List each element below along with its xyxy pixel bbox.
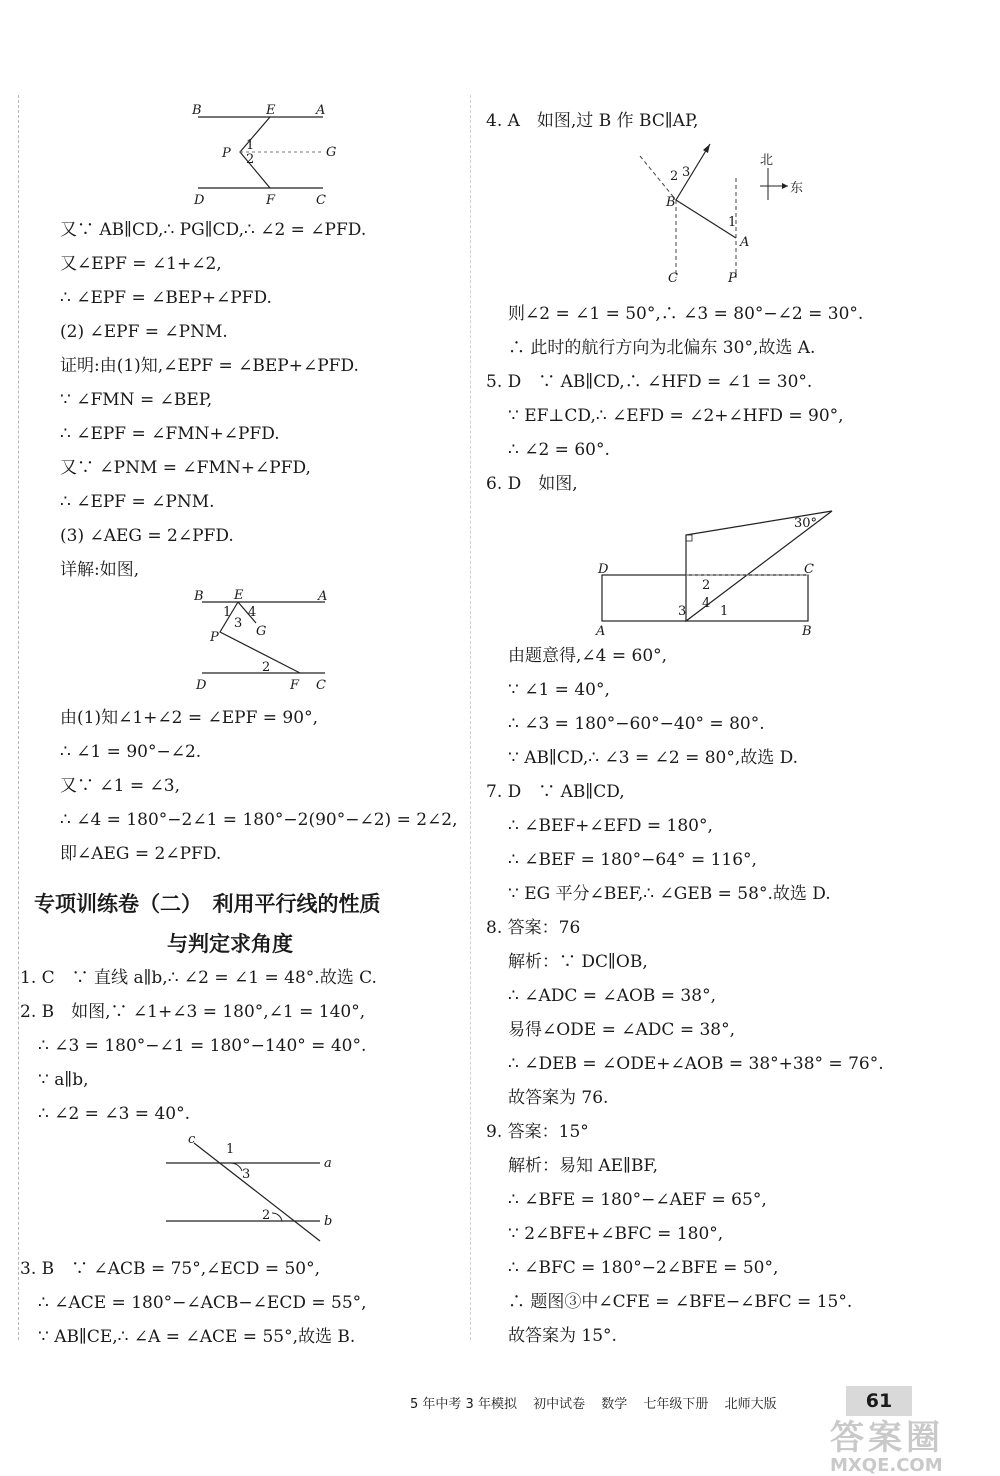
figure-label: C bbox=[316, 678, 326, 693]
q2-line-2: ∴ ∠3 = 180°−∠1 = 180°−140° = 40°. bbox=[38, 1036, 367, 1056]
q8-line-1: 8. 答案：76 bbox=[486, 918, 581, 938]
figure-label: E bbox=[234, 588, 244, 603]
label-a: A bbox=[316, 103, 326, 118]
figure-ruler-triangle bbox=[590, 505, 840, 640]
label-c: C bbox=[316, 193, 326, 208]
footer-series: 5 年中考 3 年模拟 bbox=[410, 1397, 517, 1412]
figure-label: F bbox=[290, 678, 300, 693]
q4b-line-2: ∴ 此时的航行方向为北偏东 30°,故选 A. bbox=[508, 338, 816, 358]
q9-line-2: 解析：易知 AE∥BF, bbox=[508, 1156, 658, 1176]
q5-line-3: ∴ ∠2 = 60°. bbox=[508, 440, 610, 460]
figure-label: 4 bbox=[702, 596, 711, 611]
figure-label: 2 bbox=[262, 1208, 271, 1223]
left2-line-5: 即∠AEG = 2∠PFD. bbox=[60, 844, 222, 864]
q9-line-6: ∴ 题图③中∠CFE = ∠BFE−∠BFC = 15°. bbox=[508, 1292, 853, 1312]
figure-label: P bbox=[210, 630, 219, 645]
q7-line-1: 7. D ∵ AB∥CD, bbox=[486, 782, 625, 802]
q9-line-7: 故答案为 15°. bbox=[508, 1326, 617, 1346]
label-e: E bbox=[266, 103, 276, 118]
q8-line-4: 易得∠ODE = ∠ADC = 38°, bbox=[508, 1020, 736, 1040]
figure-label: 北 bbox=[760, 153, 774, 168]
figure-label: P bbox=[728, 271, 737, 286]
figure-transversal bbox=[160, 1133, 340, 1245]
figure-label: D bbox=[196, 678, 207, 693]
q4b-line-1: 则∠2 = ∠1 = 50°,∴ ∠3 = 80°−∠2 = 30°. bbox=[508, 304, 864, 324]
figure-label: 1 bbox=[720, 604, 729, 619]
figure-label: A bbox=[596, 624, 606, 639]
label-f: F bbox=[266, 193, 276, 208]
left-line-10: (3) ∠AEG = 2∠PFD. bbox=[60, 526, 234, 546]
q3-line-1: 3. B ∵ ∠ACB = 75°,∠ECD = 50°, bbox=[20, 1259, 321, 1279]
figure-label: 2 bbox=[262, 660, 271, 675]
footer-grade: 七年级下册 bbox=[643, 1397, 709, 1412]
q6-line: 6. D 如图, bbox=[486, 474, 578, 494]
left-line-6: ∵ ∠FMN = ∠BEP, bbox=[60, 390, 213, 410]
q6b-line-1: 由题意得,∠4 = 60°, bbox=[508, 646, 668, 666]
q5-line-2: ∵ EF⊥CD,∴ ∠EFD = ∠2+∠HFD = 90°, bbox=[508, 406, 844, 426]
q7-line-4: ∵ EG 平分∠BEF,∴ ∠GEB = 58°.故选 D. bbox=[508, 884, 831, 904]
left-line-5: 证明:由(1)知,∠EPF = ∠BEP+∠PFD. bbox=[60, 356, 359, 376]
figure-label: 3 bbox=[678, 604, 687, 619]
q9-line-3: ∴ ∠BFE = 180°−∠AEF = 65°, bbox=[508, 1190, 767, 1210]
q9-line-1: 9. 答案：15° bbox=[486, 1122, 589, 1142]
figure-label: 东 bbox=[790, 181, 804, 196]
q6b-line-4: ∵ AB∥CD,∴ ∠3 = ∠2 = 80°,故选 D. bbox=[508, 748, 799, 768]
figure-label: 3 bbox=[242, 1167, 251, 1182]
q6b-line-3: ∴ ∠3 = 180°−60°−40° = 80°. bbox=[508, 714, 765, 734]
figure-label: G bbox=[256, 624, 267, 639]
left2-line-1: 由(1)知∠1+∠2 = ∠EPF = 90°, bbox=[60, 708, 318, 728]
q8-line-2: 解析：∵ DC∥OB, bbox=[508, 952, 648, 972]
left-line-4: (2) ∠EPF = ∠PNM. bbox=[60, 322, 228, 342]
watermark-bottom: MXQE.COM bbox=[830, 1455, 943, 1476]
label-g: G bbox=[326, 145, 337, 160]
q9-line-4: ∵ 2∠BFE+∠BFC = 180°, bbox=[508, 1224, 724, 1244]
figure-parallel-lines-2 bbox=[190, 585, 340, 697]
q7-line-2: ∴ ∠BEF+∠EFD = 180°, bbox=[508, 816, 713, 836]
page-footer bbox=[410, 1393, 789, 1412]
figure-label: 1 bbox=[728, 215, 737, 230]
figure-label: 3 bbox=[234, 616, 243, 631]
figure-label: 4 bbox=[248, 605, 257, 620]
footer-kind: 初中试卷 bbox=[533, 1397, 586, 1412]
left2-line-4: ∴ ∠4 = 180°−2∠1 = 180°−2(90°−∠2) = 2∠2, bbox=[60, 810, 458, 830]
q9-line-5: ∴ ∠BFC = 180°−2∠BFE = 50°, bbox=[508, 1258, 779, 1278]
q2-line-4: ∴ ∠2 = ∠3 = 40°. bbox=[38, 1104, 190, 1124]
q7-line-3: ∴ ∠BEF = 180°−64° = 116°, bbox=[508, 850, 757, 870]
figure-label: b bbox=[324, 1214, 333, 1229]
figure-label: D bbox=[598, 562, 609, 577]
figure-label: a bbox=[324, 1156, 332, 1171]
left-line-1: 又∵ AB∥CD,∴ PG∥CD,∴ ∠2 = ∠PFD. bbox=[60, 220, 367, 240]
left-line-3: ∴ ∠EPF = ∠BEP+∠PFD. bbox=[60, 288, 272, 308]
figure-label: A bbox=[318, 589, 328, 604]
figure-label: B bbox=[802, 624, 812, 639]
section-heading-2: 与判定求角度 bbox=[167, 932, 293, 956]
watermark bbox=[830, 1410, 990, 1476]
label-d: D bbox=[194, 193, 205, 208]
figure-label: B bbox=[666, 195, 676, 210]
q2-line-1: 2. B 如图,∵ ∠1+∠3 = 180°,∠1 = 140°, bbox=[20, 1002, 366, 1022]
figure-label: 3 bbox=[682, 165, 691, 180]
q4-line: 4. A 如图,过 B 作 BC∥AP, bbox=[486, 111, 699, 131]
figure-label: A bbox=[740, 235, 750, 250]
figure-label: 1 bbox=[226, 1142, 235, 1157]
figure-navigation bbox=[630, 138, 820, 288]
watermark-top: 答案圈 bbox=[830, 1418, 944, 1458]
q3-line-3: ∵ AB∥CE,∴ ∠A = ∠ACE = 55°,故选 B. bbox=[38, 1327, 356, 1347]
footer-edition: 北师大版 bbox=[724, 1397, 777, 1412]
footer-subject: 数学 bbox=[601, 1397, 628, 1412]
q6b-line-2: ∵ ∠1 = 40°, bbox=[508, 680, 610, 700]
q5-line-1: 5. D ∵ AB∥CD,∴ ∠HFD = ∠1 = 30°. bbox=[486, 372, 813, 392]
left2-line-3: 又∵ ∠1 = ∠3, bbox=[60, 776, 180, 796]
figure-label: C bbox=[804, 562, 814, 577]
figure-label: c bbox=[188, 1133, 196, 1147]
figure-parallel-lines-1 bbox=[188, 100, 348, 208]
q1-line: 1. C ∵ 直线 a∥b,∴ ∠2 = ∠1 = 48°.故选 C. bbox=[20, 968, 377, 988]
figure-label: C bbox=[668, 271, 678, 286]
left-line-11: 详解:如图, bbox=[60, 560, 140, 580]
page-number: 61 bbox=[846, 1386, 912, 1416]
left-line-7: ∴ ∠EPF = ∠FMN+∠PFD. bbox=[60, 424, 280, 444]
left-line-9: ∴ ∠EPF = ∠PNM. bbox=[60, 492, 215, 512]
left-line-2: 又∠EPF = ∠1+∠2, bbox=[60, 254, 222, 274]
label-n2: 2 bbox=[246, 152, 255, 167]
q8-line-6: 故答案为 76. bbox=[508, 1088, 609, 1108]
q2-line-3: ∵ a∥b, bbox=[38, 1070, 89, 1090]
left2-line-2: ∴ ∠1 = 90°−∠2. bbox=[60, 742, 202, 762]
q3-line-2: ∴ ∠ACE = 180°−∠ACB−∠ECD = 55°, bbox=[38, 1293, 367, 1313]
figure-label: 2 bbox=[670, 169, 679, 184]
left-line-8: 又∵ ∠PNM = ∠FMN+∠PFD, bbox=[60, 458, 311, 478]
left-margin-rule bbox=[18, 95, 19, 1340]
label-b: B bbox=[192, 103, 202, 118]
figure-label: 30° bbox=[794, 516, 818, 531]
section-heading-1: 专项训练卷（二） 利用平行线的性质 bbox=[34, 892, 381, 916]
figure-label: B bbox=[194, 589, 204, 604]
label-n1: 1 bbox=[246, 138, 255, 153]
q8-line-3: ∴ ∠ADC = ∠AOB = 38°, bbox=[508, 986, 716, 1006]
figure-label: 1 bbox=[223, 605, 232, 620]
label-p: P bbox=[222, 146, 231, 161]
column-divider bbox=[470, 95, 471, 1340]
figure-label: 2 bbox=[702, 578, 711, 593]
q8-line-5: ∴ ∠DEB = ∠ODE+∠AOB = 38°+38° = 76°. bbox=[508, 1054, 884, 1074]
